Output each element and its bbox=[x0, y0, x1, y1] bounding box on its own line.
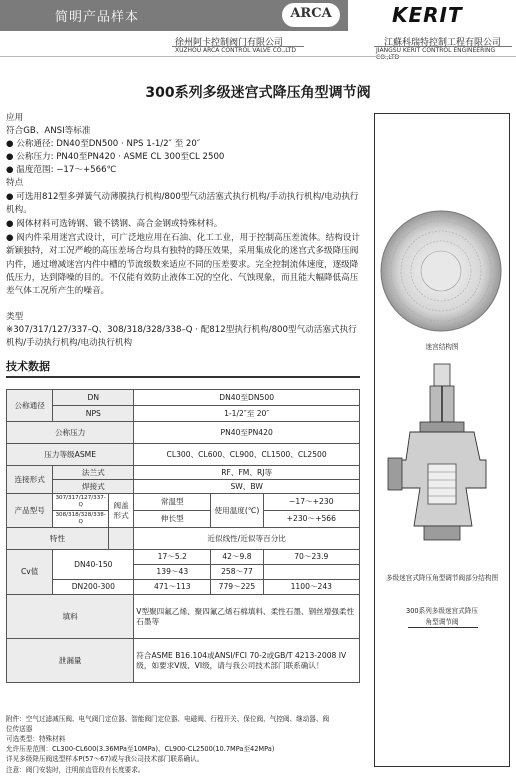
cv-value: 258～77 bbox=[211, 565, 263, 580]
maze-trim-image bbox=[378, 208, 504, 334]
type-text: ※307/317/127/337–Q、308/318/328/338–Q · 配812型执行机构/800型气动活塞式执行机构/手动执行机构/电动执行机构 bbox=[6, 325, 357, 349]
company-left-cn: 徐州阿卡控制阀门有限公司 bbox=[175, 38, 284, 48]
maze-caption: 迷宫结构图 bbox=[425, 343, 459, 351]
temp-extended: +230～+566 bbox=[263, 511, 359, 528]
divider bbox=[408, 627, 478, 628]
flange-value: RF、FM、RJ等 bbox=[134, 466, 360, 480]
divider bbox=[172, 46, 304, 47]
temp-label: 使用温度(℃) bbox=[211, 494, 263, 528]
intro-line: ● 温度范围: −17～+566℃ bbox=[6, 165, 117, 175]
intro-line: ● 公称压力: PN40至PN420 · ASME CL 300至CL 2500 bbox=[6, 152, 225, 162]
pressure-value: PN40至PN420 bbox=[134, 422, 360, 444]
footnote: 可选类型：特殊材料 bbox=[6, 735, 66, 743]
dn-label: DN bbox=[53, 390, 134, 406]
page-title: 300系列多级迷宫式降压角型调节阀 bbox=[145, 85, 371, 101]
divider bbox=[0, 56, 516, 57]
weld-label: 焊接式 bbox=[53, 480, 134, 494]
asme-value: CL300、CL600、CL900、CL1500、CL2500 bbox=[134, 444, 360, 466]
intro-line: 特点 bbox=[6, 178, 24, 188]
company-right-cn: 江蘇科瑞特控制工程有限公司 bbox=[384, 38, 502, 48]
cv-value: 779～225 bbox=[211, 580, 263, 595]
footnote: 详见多级降压阀选型样本P(57～67)或与我公司技术部门联系确认。 bbox=[6, 755, 204, 763]
cv-value: 70～23.9 bbox=[263, 550, 359, 565]
nominal-bore-label: 公称通径 bbox=[7, 390, 53, 422]
feature-paragraph: ● 可选用812型多弹簧气动薄膜执行机构/800型气动活塞式执行机构/手动执行机构/电动执行机构。 bbox=[6, 192, 359, 216]
bottom-caption-line1: 300系列多级迷宫式降压 bbox=[406, 607, 478, 615]
footnote: 注意：阀门安装时，注明前直管段有长度要求。 bbox=[6, 766, 145, 774]
footnote: 位传送器 bbox=[6, 725, 33, 733]
intro-line: 应用 bbox=[6, 113, 24, 123]
bonnet-label: 阀盖形式 bbox=[108, 494, 133, 528]
connection-label: 连接形式 bbox=[7, 466, 53, 494]
leakage-value: 符合ASME B16.104或ANSI/FCI 70-2或GB/T 4213-2008 IV级，如要求V级、VI级，请与我公司技术部门联系确认！ bbox=[134, 639, 360, 683]
cv-dn40-label: DN40-150 bbox=[53, 550, 134, 580]
spec-table bbox=[6, 389, 360, 683]
cv-value: 471～113 bbox=[134, 580, 211, 595]
bonnet-standard: 常温型 bbox=[134, 494, 211, 511]
cv-value: 17～5.2 bbox=[134, 550, 211, 565]
nps-value: 1-1/2″至 20″ bbox=[134, 406, 360, 422]
pressure-label: 公称压力 bbox=[7, 422, 134, 444]
bonnet-extended: 伸长型 bbox=[134, 511, 211, 528]
packing-value: V型聚四氟乙烯、聚四氟乙烯石棉填料、柔性石墨、钢丝增强柔性石墨等 bbox=[134, 595, 360, 639]
divider bbox=[6, 376, 360, 378]
model-label: 产品型号 bbox=[7, 494, 53, 528]
asme-label: 压力等级ASME bbox=[7, 444, 134, 466]
type-heading: 类型 bbox=[6, 312, 24, 322]
company-right-en: JIANGSU KERIT CONTROL ENGINEERING CO.,LTD bbox=[376, 47, 496, 61]
bottom-caption-line2: 角型调节阀 bbox=[425, 618, 459, 626]
footnote: 附件：空气过滤减压阀、电气阀门定位器、智能阀门定位器、电磁阀、行程开关、保位阀、气控阀、继动器、阀 bbox=[6, 715, 330, 723]
characteristic-value: 近似线性/近似等百分比 bbox=[134, 528, 360, 550]
arca-logo bbox=[282, 3, 340, 27]
tech-data-heading: 技术数据 bbox=[6, 360, 50, 373]
model-a: 307/317/127/337-Q bbox=[53, 494, 109, 511]
cv-dn200-label: DN200-300 bbox=[53, 580, 134, 595]
characteristic-label: 特性 bbox=[7, 528, 109, 550]
nps-label: NPS bbox=[53, 406, 134, 422]
divider bbox=[374, 46, 512, 47]
table-cell bbox=[108, 528, 133, 550]
company-left-en: XUZHOU ARCA CONTROL VALVE CO.,LTD bbox=[175, 47, 297, 54]
valve-section-drawing bbox=[380, 360, 504, 550]
model-b: 308/318/328/338-Q bbox=[53, 511, 109, 528]
intro-line: 符合GB、ANSI等标准 bbox=[6, 126, 91, 136]
cv-label: Cv值 bbox=[7, 550, 53, 595]
cv-value: 1100～243 bbox=[263, 580, 359, 595]
section-caption: 多级迷宫式降压角型调节阀部分结构图 bbox=[385, 574, 499, 582]
intro-line: ● 公称通径: DN40至DN500 · NPS 1-1/2″ 至 20″ bbox=[6, 139, 201, 149]
header-band bbox=[0, 0, 348, 31]
weld-value: SW、BW bbox=[134, 480, 360, 494]
footnote: 允许压差范围：CL300-CL600(3.36MPa至10MPa)、CL900-CL2500(10.7MPa至42MPa) bbox=[6, 745, 275, 753]
arca-logo-text: ARCA bbox=[290, 6, 332, 21]
cv-value: 42～9.8 bbox=[211, 550, 263, 565]
flange-label: 法兰式 bbox=[53, 466, 134, 480]
leakage-label: 泄漏量 bbox=[7, 639, 134, 683]
cv-value bbox=[263, 565, 359, 580]
brochure-title: 简明产品样本 bbox=[55, 10, 140, 25]
dn-value: DN40至DN500 bbox=[134, 390, 360, 406]
kerit-logo: KERIT bbox=[392, 3, 463, 27]
feature-paragraph: ● 阀体材料可选铸钢、锻不锈钢、高合金钢或特殊材料。 bbox=[6, 219, 223, 229]
cv-value: 139～43 bbox=[134, 565, 211, 580]
temp-standard: −17～+230 bbox=[263, 494, 359, 511]
feature-paragraph: ● 阀内件采用迷宫式设计，可广泛地应用在石油、化工工业，用于控制高压差流体。结构设计新颖独特，对工况严峻的高压差场合均具有独特的降压效果，采用集成化的迷宫式多级降压阀内件，通过增减迷宫内件中槽的节流级数来适应不同的压差要求。完全控制流体速度，逐级降低压力，达到降噪的目的。不仅能有效防止液体工况的空化、气蚀现象，而且能大幅降低高压差气体工况所产生的噪音。 bbox=[6, 233, 360, 297]
packing-label: 填料 bbox=[7, 595, 134, 639]
